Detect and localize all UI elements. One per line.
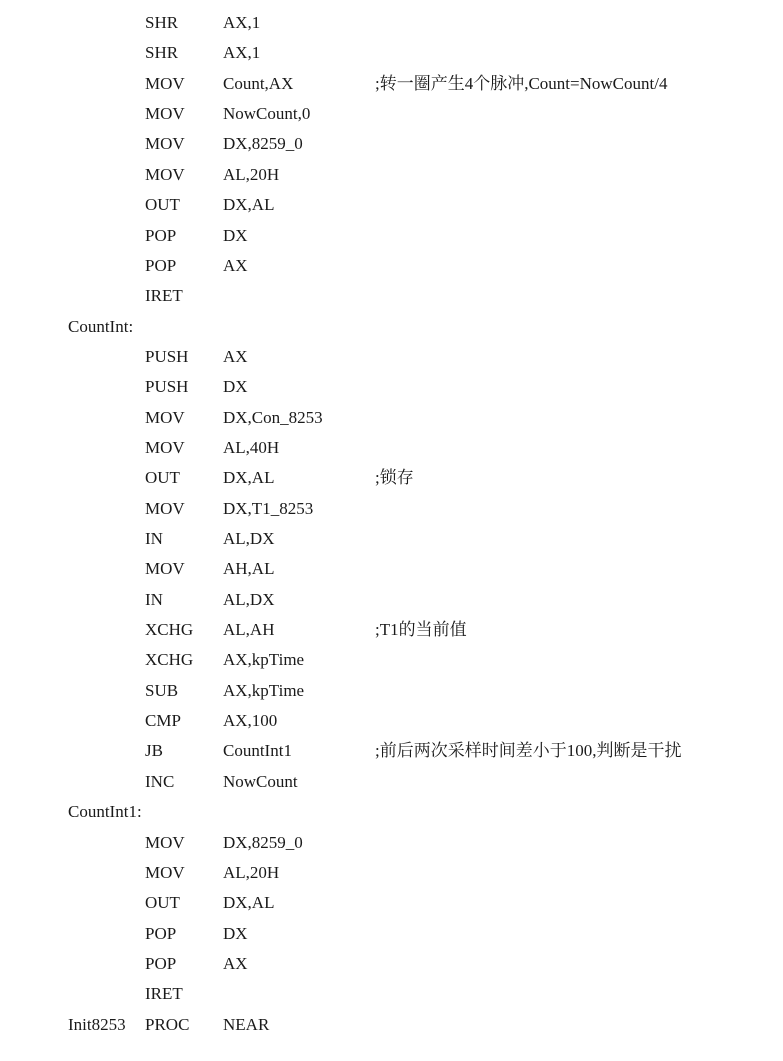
line-operand: AX,1 xyxy=(223,43,261,63)
line-mnemonic: MOV xyxy=(145,164,185,184)
line-mnemonic: IRET xyxy=(145,984,183,1004)
code-line xyxy=(0,221,783,251)
line-mnemonic: PUSH xyxy=(145,377,189,397)
line-operand: AX xyxy=(223,953,248,973)
line-mnemonic: CMP xyxy=(145,711,181,731)
code-line xyxy=(0,949,783,979)
line-mnemonic: IN xyxy=(145,589,163,609)
line-mnemonic: POP xyxy=(145,225,177,245)
code-line xyxy=(0,494,783,524)
line-mnemonic: POP xyxy=(145,923,177,943)
line-mnemonic: MOV xyxy=(145,104,185,124)
line-operand: DX,8259_0 xyxy=(223,134,303,154)
line-comment: ;T1的当前值 xyxy=(375,620,467,639)
line-operand: NEAR xyxy=(223,1014,270,1034)
line-label: Init8253 xyxy=(68,1014,126,1034)
line-operand: DX xyxy=(223,377,248,397)
line-operand: AL,DX xyxy=(223,529,275,548)
code-line xyxy=(0,736,783,766)
code-line xyxy=(0,372,783,402)
line-mnemonic: POP xyxy=(145,255,177,275)
line-operand: AX,1 xyxy=(223,13,261,32)
line-operand: NowCount xyxy=(223,771,298,791)
line-mnemonic: PROC xyxy=(145,1014,190,1034)
code-line xyxy=(0,251,783,281)
line-mnemonic: INC xyxy=(145,771,175,791)
code-line xyxy=(0,403,783,433)
line-operand: AL,20H xyxy=(223,164,280,184)
code-line xyxy=(0,463,783,493)
line-mnemonic: SUB xyxy=(145,680,179,700)
line-mnemonic: MOV xyxy=(145,832,185,852)
code-line xyxy=(0,919,783,949)
line-mnemonic: IRET xyxy=(145,286,183,306)
code-line xyxy=(0,858,783,888)
line-operand: AX xyxy=(223,255,248,275)
line-operand: AX,kpTime xyxy=(223,680,305,700)
line-mnemonic: XCHG xyxy=(145,650,194,670)
code-label-line xyxy=(0,1010,783,1040)
line-mnemonic: JB xyxy=(145,741,163,761)
line-mnemonic: MOV xyxy=(145,407,185,427)
line-operand: CountInt1 xyxy=(223,741,292,761)
line-mnemonic: MOV xyxy=(145,862,185,882)
line-operand: DX,AL xyxy=(223,195,275,215)
code-line xyxy=(0,524,783,554)
line-operand: AX,kpTime xyxy=(223,650,305,670)
line-operand: DX xyxy=(223,225,248,245)
code-line xyxy=(0,160,783,190)
line-mnemonic: MOV xyxy=(145,498,185,518)
code-line xyxy=(0,554,783,584)
line-operand: NowCount,0 xyxy=(223,104,311,124)
line-mnemonic: MOV xyxy=(145,437,185,457)
line-mnemonic: PUSH xyxy=(145,346,189,366)
line-operand: AH,AL xyxy=(223,559,275,579)
code-line xyxy=(0,706,783,736)
line-label: CountInt: xyxy=(68,316,134,336)
line-label: CountInt1: xyxy=(68,802,142,822)
line-mnemonic: MOV xyxy=(145,134,185,154)
code-line xyxy=(0,828,783,858)
code-line xyxy=(0,342,783,372)
line-operand: DX,8259_0 xyxy=(223,832,303,852)
line-mnemonic: IN xyxy=(145,529,163,548)
code-line xyxy=(0,888,783,918)
code-line xyxy=(0,979,783,1009)
line-comment: ;锁存 xyxy=(375,468,414,488)
code-line xyxy=(0,129,783,159)
line-comment: ;前后两次采样时间差小于100,判断是干扰 xyxy=(375,741,682,761)
line-mnemonic: MOV xyxy=(145,73,185,93)
code-line xyxy=(0,767,783,797)
line-mnemonic: OUT xyxy=(145,195,180,215)
line-operand: DX,AL xyxy=(223,468,275,488)
line-operand: AL,40H xyxy=(223,437,280,457)
line-mnemonic: OUT xyxy=(145,893,180,913)
code-line xyxy=(0,281,783,311)
code-label-line xyxy=(0,312,783,342)
line-mnemonic: SHR xyxy=(145,43,179,63)
line-operand: AL,20H xyxy=(223,862,280,882)
code-line xyxy=(0,99,783,129)
code-line xyxy=(0,190,783,220)
line-mnemonic: POP xyxy=(145,953,177,973)
line-mnemonic: MOV xyxy=(145,559,185,579)
line-operand: Count,AX xyxy=(223,73,294,93)
code-line xyxy=(0,645,783,675)
code-line xyxy=(0,38,783,68)
line-mnemonic: XCHG xyxy=(145,620,194,639)
code-label-line xyxy=(0,797,783,827)
line-operand: DX,T1_8253 xyxy=(223,498,314,518)
line-operand: AL,AH xyxy=(223,620,275,639)
line-mnemonic: SHR xyxy=(145,13,179,32)
code-line xyxy=(0,676,783,706)
code-line xyxy=(0,585,783,615)
code-line xyxy=(0,69,783,99)
line-operand: AX xyxy=(223,346,248,366)
line-comment: ;转一圈产生4个脉冲,Count=NowCount/4 xyxy=(375,73,668,93)
line-operand: DX xyxy=(223,923,248,943)
line-operand: DX,Con_8253 xyxy=(223,407,323,427)
line-operand: DX,AL xyxy=(223,893,275,913)
line-operand: AX,100 xyxy=(223,711,278,731)
code-line xyxy=(0,433,783,463)
line-operand: AL,DX xyxy=(223,589,275,609)
line-mnemonic: OUT xyxy=(145,468,180,488)
code-line xyxy=(0,615,783,645)
code-line xyxy=(0,8,783,38)
